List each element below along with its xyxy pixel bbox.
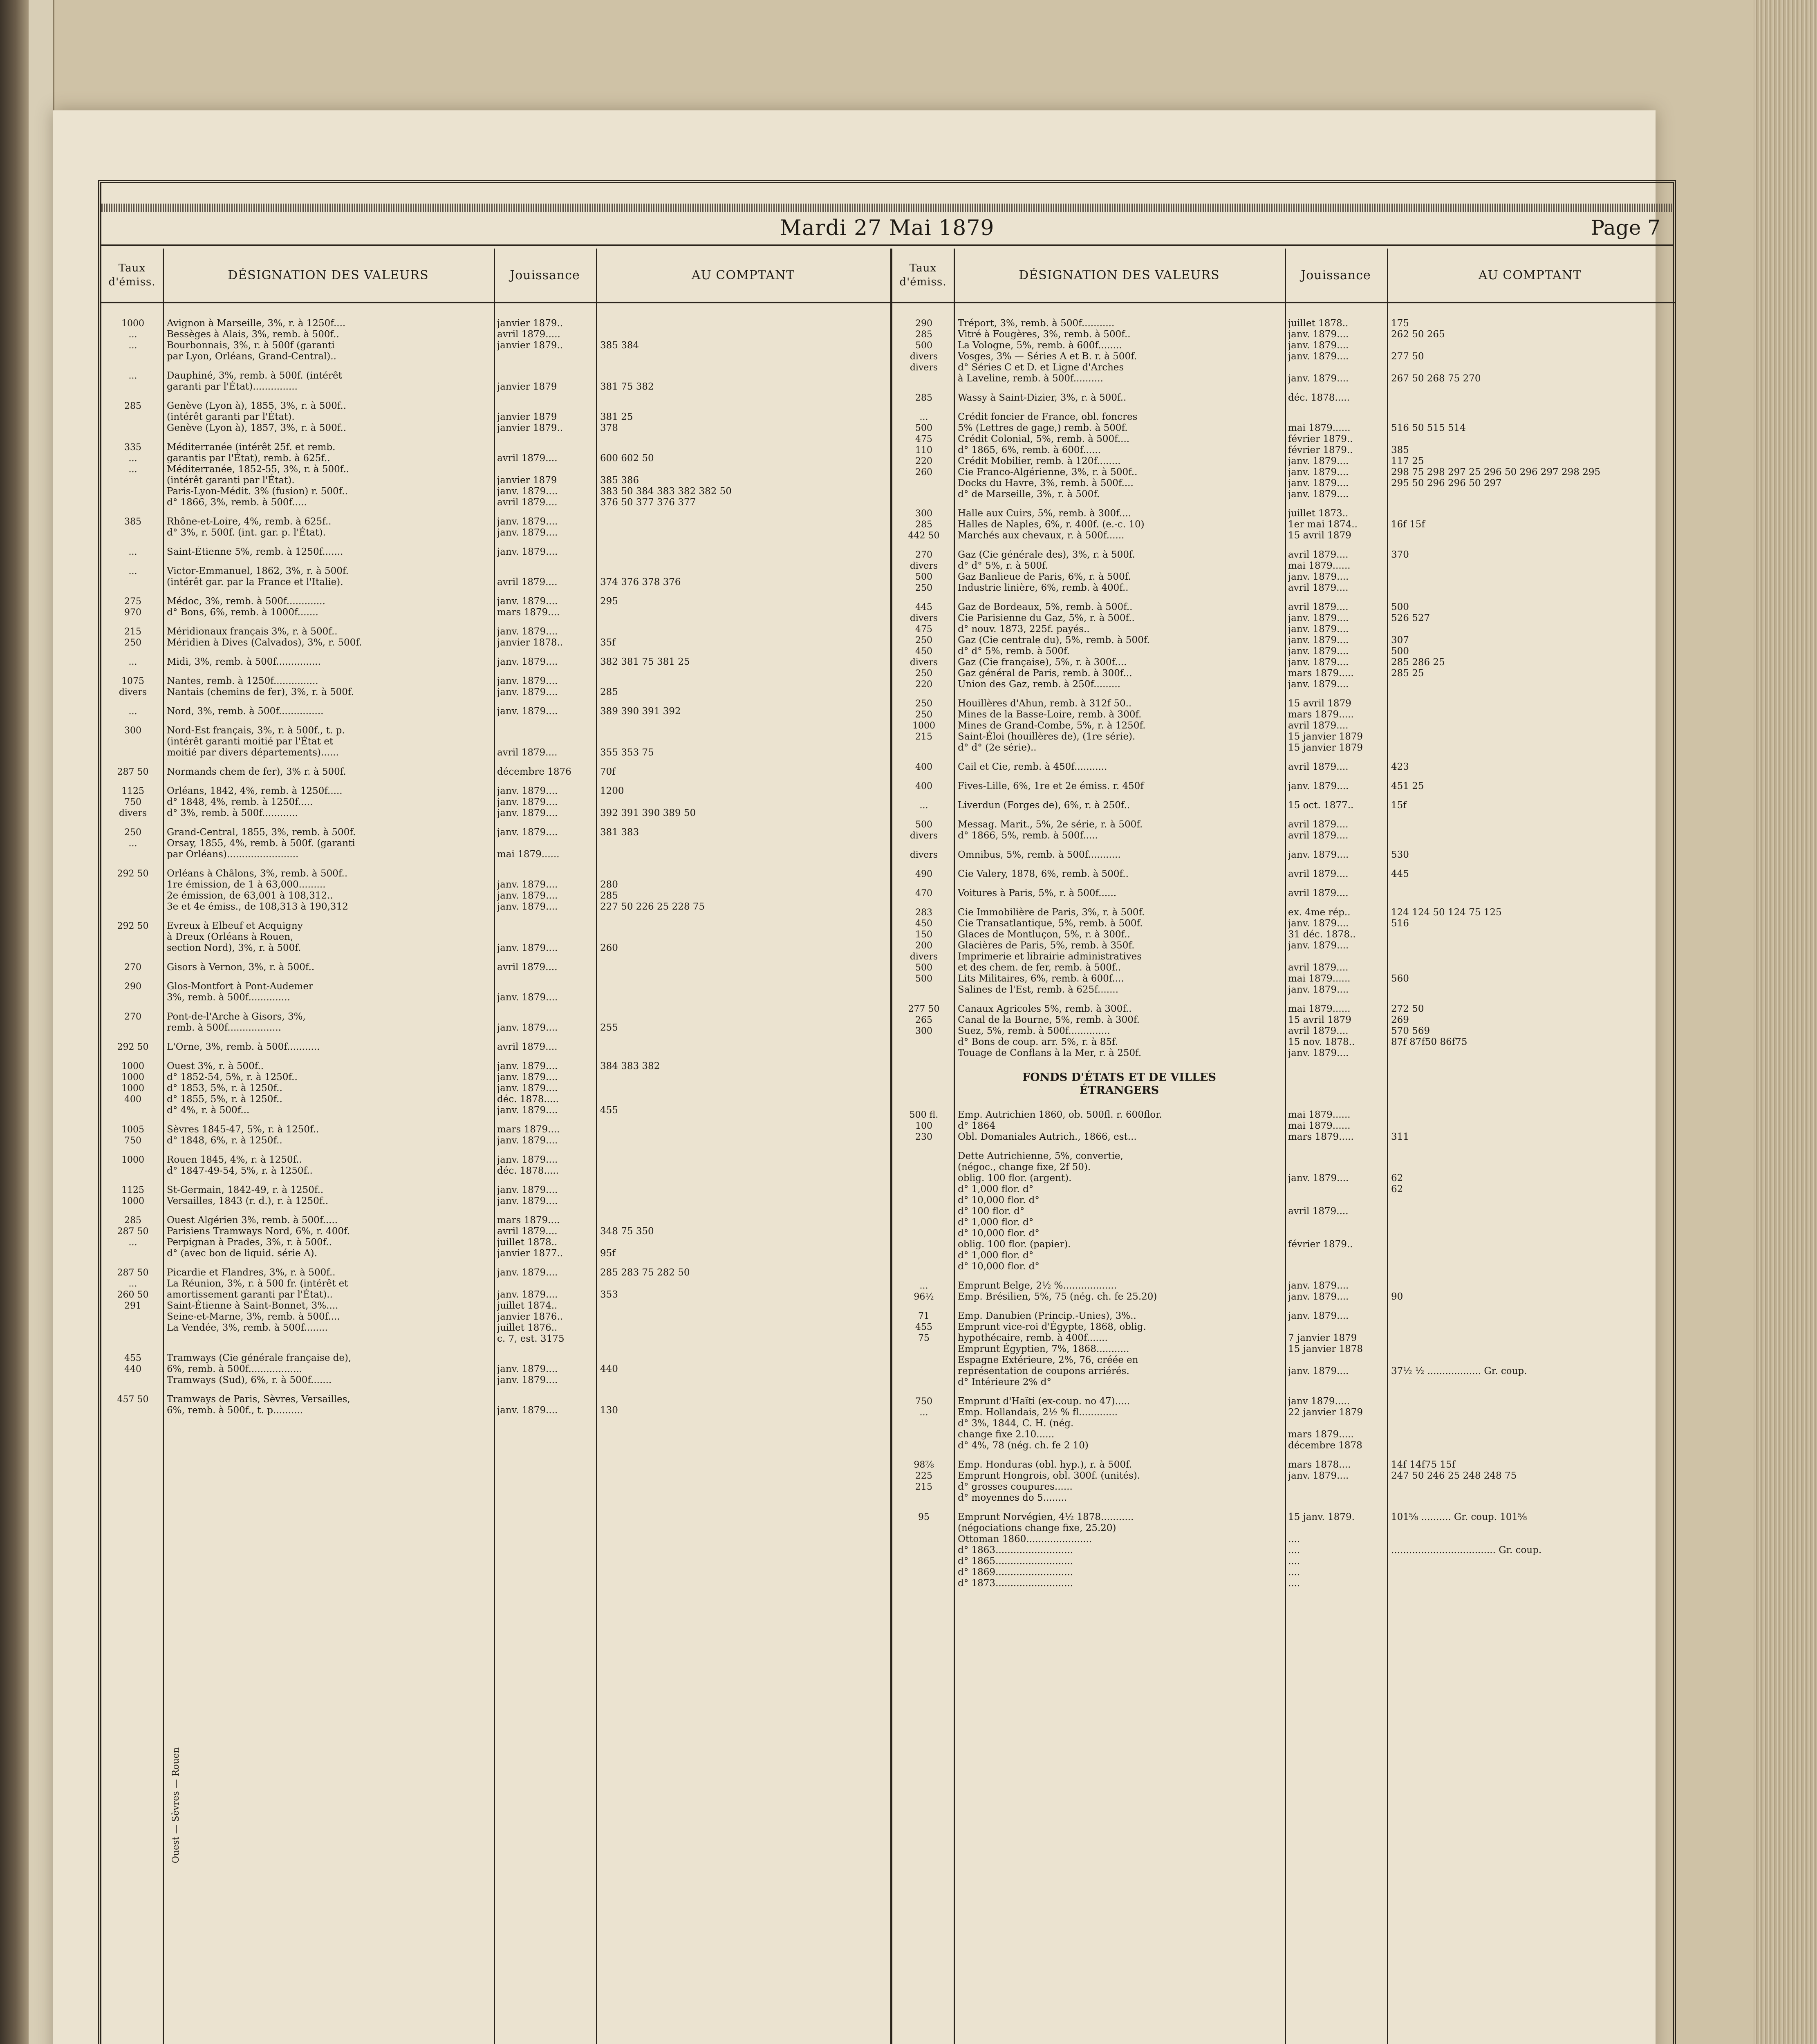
table-row [892, 800, 1675, 811]
table-row [101, 1124, 890, 1146]
taux-cell: ... [128, 547, 137, 557]
jouissance-cell: avril 1879.... avril 1879.... [1288, 819, 1349, 841]
designation-cell: Médoc, 3%, remb. à 500f............. d° Bons, 6%, remb. à 1000f....... [167, 596, 325, 618]
jouissance-cell: janv. 1879.... [497, 1405, 558, 1416]
table-row [892, 412, 1675, 500]
table-row [101, 516, 890, 538]
designation-cell: Houillères d'Ahun, remb. à 312f 50.. Mines de la Basse-Loire, remb. à 300f. Mines de Grand-Combe, 5%, r. à 1250f. Saint-Éloi (houillères de), (1re série). d° d° (2e série).. [958, 698, 1146, 753]
taux-cell: 215 250 [124, 627, 141, 648]
jouissance-cell: janv. 1879.... [497, 1022, 558, 1033]
table-row [101, 962, 890, 973]
jouissance-cell: janv. 1879.... [497, 706, 558, 717]
jouissance-cell: janv. 1879.... janv. 1879.... juillet 1874.. janvier 1876.. juillet 1876.. c. 7, est. 3175 [497, 1267, 565, 1344]
designation-cell: Gaz de Bordeaux, 5%, remb. à 500f.. Cie Parisienne du Gaz, 5%, r. à 500f.. d° nouv. 1873, 225f. payés.. Gaz (Cie centrale du), 5%, remb. à 500f. d° d° 5%, remb. à 500f. Gaz (Cie française), 5%, r. à 300f.... Gaz général de Paris, remb. à 300f... Union des Gaz, remb. à 250f......... [958, 602, 1150, 690]
designation-cell: Midi, 3%, remb. à 500f............... [167, 657, 321, 667]
taux-cell: 750 ... [915, 1396, 932, 1418]
comptant-cell: 15f [1391, 800, 1407, 811]
page-date: Mardi 27 Mai 1879 [780, 216, 995, 240]
table-row [101, 921, 890, 954]
table-row [101, 657, 890, 668]
table-row [892, 1512, 1675, 1589]
comptant-cell: 175 262 50 265 277 50 267 50 268 75 270 [1391, 318, 1481, 384]
designation-cell: Orléans à Châlons, 3%, remb. à 500f.. 1re émission, de 1 à 63,000......... 2e émission, de 63,001 à 108,312.. 3e et 4e émiss., de 108,313 à 190,312 [167, 868, 348, 912]
comptant-cell: 381 383 [600, 827, 639, 838]
comptant-cell: 285 283 75 282 50 353 [600, 1267, 690, 1300]
table-row [101, 1185, 890, 1207]
taux-cell: 292 50 [117, 921, 149, 931]
jouissance-cell: janv. 1879.... mars 1879.... [497, 596, 560, 618]
comptant-cell: 35f [600, 637, 616, 648]
table-row [101, 626, 890, 648]
taux-cell: 287 50 ... 260 50 291 [117, 1268, 149, 1311]
comptant-cell: 530 [1391, 849, 1409, 860]
taux-cell: 385 [124, 517, 141, 527]
taux-cell: 1000 ... ... [121, 318, 144, 351]
comptant-cell: 16f 15f [1391, 519, 1425, 530]
taux-cell: 71 455 75 [915, 1311, 932, 1343]
comptant-cell: 381 25 378 [600, 412, 633, 433]
comptant-cell: 381 75 382 [600, 381, 654, 392]
taux-cell: 490 [915, 869, 932, 879]
comptant-cell: 124 124 50 124 75 125 516 560 [1391, 907, 1502, 984]
comptant-cell: 600 602 50 385 386 383 50 384 383 382 382 50 376 50 377 376 377 [600, 453, 732, 508]
page-sheet [53, 110, 1660, 2044]
section-title: FONDS D'ÉTATS ET DE VILLES ÉTRANGERS [1022, 1071, 1217, 1097]
jouissance-cell: juillet 1873.. 1er mai 1874.. 15 avril 1879 [1288, 508, 1358, 541]
taux-cell: 400 [915, 762, 932, 772]
taux-cell: ... [919, 800, 928, 811]
taux-cell: 290 [124, 982, 141, 992]
designation-cell: Crédit foncier de France, obl. foncres 5% (Lettres de gage,) remb. à 500f. Crédit Colonial, 5%, remb. à 500f.... d° 1865, 6%, remb. à 600f...... Crédit Mobilier, remb. à 120f........ Cie Franco-Algérienne, 3%, r. à 500f.. Docks du Havre, 3%, remb. à 500f.... d° de Marseille, 3%, r. à 500f. [958, 412, 1138, 500]
jouissance-cell: janv. 1879.... [497, 657, 558, 667]
jouissance-cell: janv. 1879.... janv. 1879.... janv. 1879.... déc. 1878..... janv. 1879.... [497, 1061, 559, 1116]
designation-cell: Halle aux Cuirs, 5%, remb. à 300f.... Halles de Naples, 6%, r. 400f. (e.-c. 10) Marchés aux chevaux, r. à 500f...... [958, 508, 1145, 541]
taux-cell: 287 50 [117, 767, 149, 777]
jouissance-cell: déc. 1878..... [1288, 392, 1350, 403]
left-table-header [101, 249, 890, 303]
jouissance-cell: 15 avril 1879 mars 1879..... avril 1879.... 15 janvier 1879 15 janvier 1879 [1288, 698, 1363, 753]
taux-cell: ... [128, 566, 137, 576]
jouissance-cell: mars 1878.... janv. 1879.... [1288, 1459, 1351, 1481]
jouissance-cell: janv. 1879.... mai 1879...... [497, 827, 560, 860]
taux-cell: 277 50 265 300 [908, 1004, 940, 1036]
table-row [101, 706, 890, 717]
column-header-designation: DÉSIGNATION DES VALEURS [228, 268, 429, 282]
table-row [892, 907, 1675, 995]
jouissance-cell: janv. 1879.... janv. 1879.... [497, 1364, 558, 1385]
taux-cell: 335 ... ... [124, 442, 141, 475]
column-header-taux: Taux d'émiss. [108, 262, 156, 288]
designation-cell: Emp. Autrichien 1860, ob. 500fl. r. 600flor. d° 1864 Obl. Domaniales Autrich., 1866, est... [958, 1109, 1162, 1142]
taux-cell: 290 285 500 divers divers [910, 318, 938, 373]
table-row [892, 392, 1675, 403]
table-row [101, 547, 890, 558]
taux-cell: 98⅞ 225 215 [914, 1460, 934, 1492]
table-row [892, 888, 1675, 899]
jouissance-cell: avril 1879.... mai 1879...... janv. 1879.... avril 1879.... [1288, 549, 1351, 593]
taux-cell: 270 [124, 962, 141, 973]
table-row [892, 1151, 1675, 1272]
taux-cell: 500 fl. 100 230 [909, 1110, 939, 1142]
designation-cell: Voitures à Paris, 5%, r. à 500f...... [958, 888, 1117, 899]
jouissance-cell: janv. 1879.... [497, 992, 558, 1003]
designation-cell: Nord-Est français, 3%, r. à 500f., t. p. (intérêt garanti moitié par l'État et moitié par divers départements)...... [167, 725, 345, 758]
designation-cell: Cail et Cie, remb. à 450f........... [958, 762, 1107, 772]
designation-cell: Méridionaux français 3%, r. à 500f.. Méridien à Dives (Calvados), 3%, r. 500f. [167, 626, 362, 648]
jouissance-cell: janv. 1879.... [1288, 781, 1349, 791]
table-row [101, 1394, 890, 1416]
table-row [101, 725, 890, 758]
jouissance-cell: janv. 1879.... [497, 547, 558, 557]
comptant-cell: 516 50 515 514 385 117 25 298 75 298 297 25 296 50 296 297 298 295 295 50 296 296 50 297 [1391, 423, 1601, 489]
designation-cell: Normands chem de fer), 3% r. à 500f. [167, 766, 346, 777]
designation-cell: Pont-de-l'Arche à Gisors, 3%, remb. à 500f.................. [167, 1011, 306, 1033]
taux-cell: 283 450 150 200 divers 500 500 [910, 908, 938, 984]
designation-cell: Gisors à Vernon, 3%, r. à 500f.. [167, 962, 315, 973]
table-row [101, 1011, 890, 1033]
comptant-cell: 370 [1391, 549, 1409, 560]
designation-cell: Sèvres 1845-47, 5%, r. à 1250f.. d° 1848, 6%, r. à 1250f.. [167, 1124, 319, 1146]
taux-cell: 1005 750 [121, 1125, 144, 1146]
taux-cell: 1000 [121, 1155, 144, 1165]
table-row [101, 1353, 890, 1386]
designation-cell: Rhône-et-Loire, 4%, remb. à 625f.. d° 3%, r. 500f. (int. gar. p. l'État). [167, 516, 332, 538]
jouissance-cell: janv. 1879.... janv. 1879.... [1288, 1280, 1349, 1302]
jouissance-cell: avril 1879.... [497, 962, 558, 973]
table-row [101, 370, 890, 392]
designation-cell: St-Germain, 1842-49, r. à 1250f.. Versailles, 1843 (r. d.), r. à 1250f.. [167, 1185, 329, 1206]
jouissance-cell: mars 1879.... avril 1879.... juillet 1878.. janvier 1877.. [497, 1215, 563, 1259]
designation-cell: Genève (Lyon à), 1855, 3%, r. à 500f.. (intérêt garanti par l'État). Genève (Lyon à), 1857, 3%, r. à 500f.. [167, 401, 347, 433]
designation-cell: Liverdun (Forges de), 6%, r. à 250f.. [958, 800, 1130, 811]
column-header-jouissance: Jouissance [1301, 268, 1371, 282]
jouissance-cell: janv 1879..... 22 janvier 1879 mars 1879..... décembre 1878 [1288, 1396, 1363, 1451]
jouissance-cell: janvier 1879.. avril 1879..... janvier 1879.. [497, 318, 563, 351]
taux-cell: 1000 1000 1000 400 [121, 1061, 144, 1105]
comptant-cell: 500 526 527 307 500 285 286 25 285 25 [1391, 602, 1445, 679]
designation-cell: Orléans, 1842, 4%, remb. à 1250f..... d° 1848, 4%, remb. à 1250f..... d° 3%, remb. à 500f............ [167, 786, 343, 818]
table-row [101, 442, 890, 508]
taux-cell: ... [128, 371, 137, 381]
comptant-cell: 385 384 [600, 340, 639, 351]
comptant-cell: 255 [600, 1022, 618, 1033]
comptant-cell: 389 390 391 392 [600, 706, 681, 717]
column-header-comptant: AU COMPTANT [691, 268, 795, 282]
book-binding [0, 0, 29, 2044]
taux-cell: 95 [918, 1512, 930, 1522]
table-row [892, 781, 1675, 792]
jouissance-cell: avril 1879.... janv. 1879.... janv. 1879.... janv. 1879.... janv. 1879.... janv. 1879.... mars 1879..... janv. 1879.... [1288, 602, 1354, 690]
designation-cell: Glos-Montfort à Pont-Audemer 3%, remb. à 500f.............. [167, 981, 313, 1003]
comptant-cell: 272 50 269 570 569 87f 87f50 86f75 [1391, 1004, 1467, 1047]
taux-cell: 275 970 [124, 596, 141, 618]
jouissance-cell: avril 1879.... [1288, 869, 1349, 879]
jouissance-cell: janv. 1879.... janvier 1878.. [497, 626, 563, 648]
jouissance-cell: janvier 1879 janvier 1879.. [497, 412, 563, 433]
jouissance-cell: 15 janv. 1879. .... .... .... .... .... [1288, 1512, 1355, 1589]
designation-cell: Wassy à Saint-Dizier, 3%, r. à 500f.. [958, 392, 1127, 403]
jouissance-cell: avril 1879.... [497, 577, 558, 587]
taux-cell: 1125 750 divers [119, 786, 147, 818]
taux-cell: 457 50 [117, 1394, 149, 1405]
page-number: Page 7 [1591, 216, 1660, 240]
jouissance-cell: mars 1879.... janv. 1879.... [497, 1124, 560, 1146]
jouissance-cell: décembre 1876 [497, 766, 571, 777]
comptant-cell: 37½ ½ .................. Gr. coup. [1391, 1366, 1527, 1376]
table-row [892, 1109, 1675, 1143]
designation-cell: Évreux à Elbeuf et Acquigny à Dreux (Orléans à Rouen, section Nord), 3%, r. à 500f. [167, 921, 303, 953]
comptant-cell: 440 [600, 1364, 618, 1374]
designation-cell: Nord, 3%, remb. à 500f............... [167, 706, 324, 717]
comptant-cell: 260 [600, 943, 618, 953]
jouissance-cell: avril 1879.... janvier 1879 janv. 1879.... avril 1879.... [497, 453, 558, 508]
designation-cell: Cie Valery, 1878, 6%, remb. à 500f.. [958, 869, 1129, 879]
designation-cell: Tramways de Paris, Sèvres, Versailles, 6%, remb. à 500f., t. p.......... [167, 1394, 350, 1416]
taux-cell: ... 500 475 110 220 260 [915, 412, 932, 477]
taux-cell: 250 ... [124, 827, 141, 849]
jouissance-cell: avril 1879.... [497, 747, 558, 758]
comptant-cell: 311 [1391, 1132, 1409, 1142]
designation-cell: Ouest 3%, r. à 500f.. d° 1852-54, 5%, r. à 1250f.. d° 1853, 5%, r. à 1250f.. d° 1855, 5%, r. à 1250f.. d° 4%, r. à 500f... [167, 1061, 298, 1116]
table-row [101, 766, 890, 778]
taux-cell: 285 [915, 393, 932, 403]
designation-cell: Tréport, 3%, remb. à 500f........... Vitré à Fougères, 3%, remb. à 500f.. La Vologne, 5%, remb. à 600f........ Vosges, 3% — Séries A et B. r. à 500f. d° Séries C et D. et Ligne d'Arches à Laveline, remb. à 500f.......... [958, 318, 1137, 384]
header-ornament-rule [101, 204, 1673, 212]
table-row [101, 318, 890, 362]
taux-cell: 300 [124, 726, 141, 736]
designation-cell: Saint-Étienne 5%, remb. à 1250f....... [167, 547, 343, 557]
table-row [101, 596, 890, 618]
jouissance-cell: janv. 1879.... janv. 1879.... [497, 516, 558, 538]
jouissance-cell: janv. 1879.... [1288, 849, 1349, 860]
taux-cell: divers [910, 850, 938, 860]
taux-cell: 300 285 442 50 [908, 509, 940, 541]
table-row [892, 508, 1675, 541]
designation-cell: L'Orne, 3%, remb. à 500f........... [167, 1042, 320, 1052]
taux-cell: ... 96½ [914, 1281, 934, 1302]
designation-cell: Fives-Lille, 6%, 1re et 2e émiss. r. 450f [958, 781, 1144, 791]
table-row [892, 1004, 1675, 1059]
table-row [101, 1061, 890, 1116]
jouissance-cell: avril 1879.... [1288, 762, 1349, 772]
designation-cell: Emprunt Norvégien, 4½ 1878........... (négociations change fixe, 25.20) Ottoman 1860...................... d° 1863.......................... d° 1865.......................... d° 1869.......................... d° 1873.......................... [958, 1512, 1134, 1589]
taux-cell: 500 divers [910, 820, 938, 841]
comptant-cell: 445 [1391, 869, 1409, 879]
designation-cell: Gaz (Cie générale des), 3%, r. à 500f. d° d° 5%, r. à 500f. Gaz Banlieue de Paris, 6%, r. à 500f. Industrie linière, 6%, remb. à 400f.. [958, 549, 1135, 593]
table-row [101, 1042, 890, 1053]
comptant-cell: 374 376 378 376 [600, 577, 681, 587]
taux-cell: ... [128, 657, 137, 667]
designation-cell: Canaux Agricoles 5%, remb. à 300f.. Canal de la Bourne, 5%, remb. à 300f. Suez, 5%, remb. à 500f.............. d° Bons de coup. arr. 5%, r. à 85f. Touage de Conflans à la Mer, r. à 250f. [958, 1004, 1142, 1058]
table-row [101, 786, 890, 819]
table-frame [98, 180, 1676, 2044]
left-table [101, 249, 890, 2044]
jouissance-cell: juillet 1878.. janv. 1879.... janv. 1879.... janv. 1879.... janv. 1879.... [1288, 318, 1349, 384]
table-row [892, 1396, 1675, 1451]
comptant-cell: 423 [1391, 762, 1409, 772]
comptant-cell: 285 [600, 687, 618, 697]
page-stack-edge [1754, 0, 1817, 2044]
taux-cell: 285 [124, 401, 141, 411]
table-row [892, 318, 1675, 384]
comptant-cell: 14f 14f75 15f 247 50 246 25 248 248 75 [1391, 1459, 1517, 1481]
designation-cell: Emprunt d'Haïti (ex-coup. no 47)..... Emp. Hollandais, 2½ % fl............. d° 3%, 1844, C. H. (nég. change fixe 2.10...... d° 4%, 78 (nég. ch. fe 2 10) [958, 1396, 1130, 1451]
table-row [101, 1215, 890, 1259]
table-row [101, 676, 890, 698]
taux-cell: 445 divers 475 250 450 divers 250 220 [910, 602, 938, 690]
taux-cell: 1075 divers [119, 676, 147, 697]
designation-cell: Avignon à Marseille, 3%, r. à 1250f.... Bessèges à Alais, 3%, remb. à 500f.. Bourbonnais, 3%, r. à 500f (garanti par Lyon, Orléans, Grand-Central).. [167, 318, 346, 362]
taux-cell: 400 [915, 781, 932, 791]
designation-cell: Grand-Central, 1855, 3%, remb. à 500f. Orsay, 1855, 4%, remb. à 500f. (garanti par Orléans)........................ [167, 827, 356, 860]
designation-cell: Victor-Emmanuel, 1862, 3%, r. à 500f. (intérêt gar. par la France et l'Italie). [167, 566, 349, 587]
jouissance-cell: janvier 1879 [497, 381, 557, 392]
designation-cell: Messag. Marit., 5%, 2e série, r. à 500f. d° 1866, 5%, remb. à 500f..... [958, 819, 1143, 841]
taux-cell: 270 divers 500 250 [910, 550, 938, 593]
table-row [101, 981, 890, 1003]
comptant-cell: 451 25 [1391, 781, 1424, 791]
side-label-ouest-group: Ouest — Sèvres — Rouen [171, 1747, 181, 1863]
designation-cell: Nantes, remb. à 1250f............... Nantais (chemins de fer), 3%, r. à 500f. [167, 676, 354, 697]
comptant-cell: 1200 392 391 390 389 50 [600, 786, 696, 818]
table-row [101, 566, 890, 588]
table-row [892, 1459, 1675, 1504]
jouissance-cell: avril 1879.... [1288, 888, 1349, 899]
table-row [101, 1154, 890, 1177]
comptant-cell: 70f [600, 766, 616, 777]
jouissance-cell: ex. 4me rép.. janv. 1879.... 31 déc. 1878.. janv. 1879.... avril 1879.... mai 1879...... janv. 1879.... [1288, 907, 1356, 995]
designation-cell: Emp. Honduras (obl. hyp.), r. à 500f. Emprunt Hongrois, obl. 300f. (unités). d° grosses coupures...... d° moyennes do 5........ [958, 1459, 1140, 1503]
designation-cell: Tramways (Cie générale française de), 6%, remb. à 500f.................. Tramways (Sud), 6%, r. à 500f....... [167, 1353, 352, 1385]
comptant-cell: 355 353 75 [600, 747, 654, 758]
table-row [101, 401, 890, 434]
comptant-cell: 90 [1391, 1291, 1403, 1302]
taux-cell: 270 [124, 1012, 141, 1022]
comptant-cell: 101⅝ .......... Gr. coup. 101⅝ ................................... Gr. coup. [1391, 1512, 1542, 1555]
jouissance-cell: mai 1879...... février 1879.. février 1879.. janv. 1879.... janv. 1879.... janv. 1879.... janv. 1879.... [1288, 423, 1353, 500]
designation-cell: Picardie et Flandres, 3%, r. à 500f.. La Réunion, 3%, r. à 500 fr. (intérêt et amortissement garanti par l'État).. Saint-Étienne à Saint-Bonnet, 3%.... Seine-et-Marne, 3%, remb. à 500f.... La Vendée, 3%, remb. à 500f........ [167, 1267, 348, 1333]
previous-page-edge [29, 0, 54, 2044]
comptant-cell: 348 75 350 95f [600, 1226, 654, 1259]
designation-cell: Cie Immobilière de Paris, 3%, r. à 500f. Cie Transatlantique, 5%, remb. à 500f. Glaces de Montluçon, 5%, r. à 300f.. Glacières de Paris, 5%, remb. à 350f. Imprimerie et librairie administratives et des chem. de fer, remb. à 500f.. Lits Militaires, 6%, remb. à 600f.... Salines de l'Est, remb. à 625f....... [958, 907, 1145, 995]
jouissance-cell: janv. 1879.... janv. 1879.... [497, 676, 558, 697]
taux-cell: 250 250 1000 215 [912, 699, 935, 742]
comptant-cell: 382 381 75 381 25 [600, 657, 690, 667]
designation-cell: Emp. Danubien (Princip.-Unies), 3%.. Emprunt vice-roi d'Égypte, 1868, oblig. hypothécaire, remb. à 400f....... Emprunt Égyptien, 7%, 1868........... Espagne Extérieure, 2%, 76, créée en représentation de coupons arriérés. d° Intérieure 2% d° [958, 1311, 1146, 1387]
jouissance-cell: janv. 1879.... avril 1879.... février 1879.. [1288, 1173, 1353, 1250]
jouissance-cell: janv. 1879.... [497, 943, 558, 953]
taux-cell: 1125 1000 [121, 1185, 144, 1206]
comptant-cell: 280 285 227 50 226 25 228 75 [600, 879, 705, 912]
comptant-cell: 130 [600, 1405, 618, 1416]
table-row [101, 827, 890, 860]
table-row [892, 819, 1675, 841]
jouissance-cell: mai 1879...... 15 avril 1879 avril 1879.... 15 nov. 1878.. janv. 1879.... [1288, 1004, 1355, 1058]
comptant-cell: 62 62 [1391, 1173, 1403, 1195]
column-header-jouissance: Jouissance [510, 268, 580, 282]
taux-cell: 292 50 [117, 869, 149, 879]
jouissance-cell: 15 oct. 1877.. [1288, 800, 1354, 811]
jouissance-cell: avril 1879.... [497, 1042, 558, 1052]
comptant-cell: 384 383 382 455 [600, 1061, 660, 1116]
designation-cell: Emprunt Belge, 2½ %.................. Emp. Brésilien, 5%, 75 (nég. ch. fe 25.20) [958, 1280, 1157, 1302]
designation-cell: Omnibus, 5%, remb. à 500f........... [958, 849, 1121, 860]
taux-cell: 285 287 50 ... [117, 1215, 149, 1248]
taux-cell: 292 50 [117, 1042, 149, 1052]
designation-cell: Méditerranée (intérêt 25f. et remb. garantis par l'État), remb. à 625f.. Méditerranée, 1852-55, 3%, r. à 500f.. (intérêt garanti par l'État). Paris-Lyon-Médit. 3% (fusion) r. 500f.. d° 1866, 3%, remb. à 500f..... [167, 442, 350, 508]
column-header-taux: Taux d'émiss. [899, 262, 947, 288]
column-header-comptant: AU COMPTANT [1478, 268, 1582, 282]
table-row [892, 849, 1675, 861]
table-row [101, 1267, 890, 1345]
right-table [890, 249, 1675, 2044]
designation-cell: Dette Autrichienne, 5%, convertie, (négoc., change fixe, 2f 50). oblig. 100 flor. (argent). d° 1,000 flor. d° d° 10,000 flor. d° d° 100 flor. d° d° 1,000 flor. d° d° 10,000 flor. d° oblig. 100 flor. (papier). d° 1,000 flor. d° d° 10,000 flor. d° [958, 1151, 1123, 1272]
designation-cell: Rouen 1845, 4%, r. à 1250f.. d° 1847-49-54, 5%, r. à 1250f.. [167, 1154, 313, 1176]
designation-cell: Dauphiné, 3%, remb. à 500f. (intérêt garanti par l'État)............... [167, 370, 342, 392]
table-row [892, 762, 1675, 773]
table-row [892, 549, 1675, 594]
taux-cell: 455 440 [124, 1353, 141, 1374]
table-row [101, 868, 890, 912]
jouissance-cell: janv. 1879.... 7 janvier 1879 15 janvier 1878 janv. 1879.... [1288, 1311, 1363, 1376]
jouissance-cell: mai 1879...... mai 1879...... mars 1879..... [1288, 1109, 1354, 1142]
table-row [892, 1280, 1675, 1302]
table-row [892, 698, 1675, 753]
designation-cell: Ouest Algérien 3%, remb. à 500f..... Parisiens Tramways Nord, 6%, r. 400f. Perpignan à Prades, 3%, r. à 500f.. d° (avec bon de liquid. série A). [167, 1215, 350, 1259]
right-table-header [892, 249, 1675, 303]
table-row [892, 602, 1675, 690]
jouissance-cell: janv. 1879.... janv. 1879.... [497, 1185, 558, 1206]
jouissance-cell: janv. 1879.... janv. 1879.... janv. 1879.... [497, 786, 558, 818]
jouissance-cell: janv. 1879.... déc. 1878..... [497, 1154, 559, 1176]
comptant-cell: 295 [600, 596, 618, 607]
taux-cell: 470 [915, 888, 932, 899]
taux-cell: ... [128, 706, 137, 717]
table-row [892, 1311, 1675, 1388]
jouissance-cell: janv. 1879.... janv. 1879.... janv. 1879.... [497, 879, 558, 912]
header-divider [101, 244, 1673, 246]
column-header-designation: DÉSIGNATION DES VALEURS [1019, 268, 1220, 282]
table-row [892, 869, 1675, 880]
